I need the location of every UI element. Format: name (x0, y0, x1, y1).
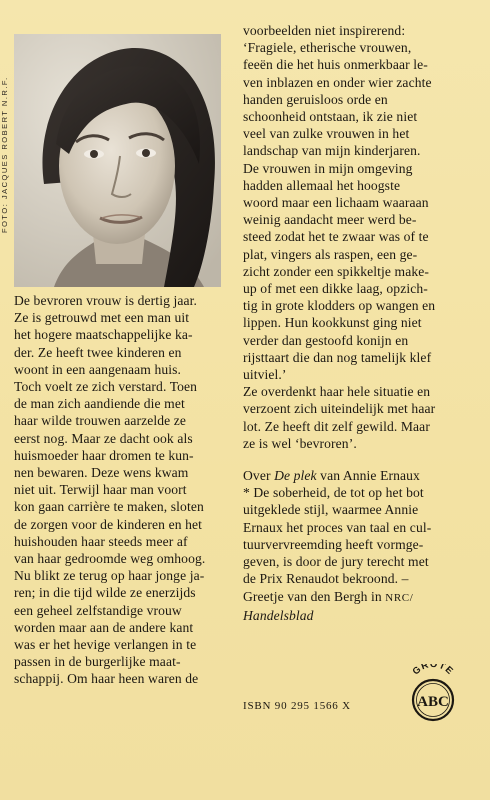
blurb-line: passen in de burgerlijke maat- (14, 654, 181, 670)
logo-center-text: ABC (417, 694, 449, 710)
blurb-line: huishouden haar steeds meer af (14, 533, 188, 549)
blurb-line: woont in een aangenaam huis. (14, 361, 182, 377)
blurb-line: de man zich aandiende die met (14, 396, 185, 412)
blurb-line: schappij. Om haar heen waren de (14, 671, 199, 687)
summary-line: Ze overdenkt haar hele situatie en (243, 384, 431, 400)
summary-line: lot. Ze heeft dit zelf gewild. Maar (243, 418, 430, 434)
blurb-line: ren; in die tijd wilde ze enerzijds (14, 585, 196, 601)
quote-line: uitviel.’ (243, 367, 287, 383)
blurb-line: nen bewaren. Deze wens kwam (14, 465, 189, 481)
summary-line: verzoent zich uiteindelijk met haar (243, 401, 436, 417)
attribution-paper: NRC/ (385, 591, 414, 604)
blurb-line: eerst nog. Maar ze dacht ook als (14, 430, 193, 446)
svg-text:GROTE (411, 664, 456, 677)
isbn-number: ISBN 90 295 1566 X (243, 700, 351, 712)
quote-line: hadden allemaal het hoogste (243, 177, 401, 193)
blurb-line: Nu blikt ze terug op haar jonge ja- (14, 568, 205, 584)
quote-line: up of met een dikke laag, opzich- (243, 281, 428, 297)
blurb-line: een geheel zelfstandige vrouw (14, 602, 182, 618)
attribution-prefix: Greetje van den Bergh in (243, 588, 386, 604)
review-line: de Prix Renaudot bekroond. – (243, 571, 409, 587)
quote-block (243, 22, 471, 383)
blurb-line: was er het hevige verlangen in te (14, 637, 197, 653)
blurb-line: de zorgen voor de kinderen en het (14, 516, 203, 532)
grote-abc-logo-icon (404, 664, 462, 724)
blurb-line: der. Ze heeft twee kinderen en (14, 344, 182, 360)
blurb-line: Toch voelt ze zich verstard. Toen (14, 379, 198, 395)
quote-line: De vrouwen in mijn omgeving (243, 160, 413, 176)
review-line: tuurvervreemding heeft vormge- (243, 536, 424, 552)
blurb-line: De bevroren vrouw is dertig jaar. (14, 293, 197, 308)
quote-line: veel van zulke vrouwen in het (243, 126, 410, 142)
blurb-right-column (243, 22, 471, 624)
quote-line: landschap van mijn kinderjaren. (243, 143, 421, 159)
attribution-paper-name: Handelsblad (243, 607, 314, 623)
quote-line: zicht zonder een spikkeltje make- (243, 263, 429, 279)
quote-line: handen geruisloos orde en (243, 91, 388, 107)
summary-block (243, 383, 471, 452)
quote-line: ven inblazen en onder wier zachte (243, 74, 432, 90)
blurb-line: het hogere maatschappelijke ka- (14, 327, 193, 343)
summary-line: ze is wel ‘bevroren’. (243, 435, 357, 451)
photo-credit: FOTO: JACQUES ROBERT N.R.F. (0, 76, 9, 234)
quote-line: rijsttaart die dan nog tamelijk klef (243, 349, 432, 365)
blurb-line: huismoeder haar dromen te kun- (14, 447, 194, 463)
review-block (243, 467, 471, 624)
quote-line: ‘Fragiele, etherische vrouwen, (243, 40, 412, 56)
blurb-left-column (14, 292, 232, 688)
quote-line: woord maar een lichaam waaraan (243, 195, 429, 211)
blurb-line: kon gaan carrière te maken, sloten (14, 499, 204, 515)
author-photo (14, 34, 221, 287)
quote-line: feeën die het huis onmerkbaar le- (243, 57, 428, 73)
review-line: * De soberheid, de tot op het bot (243, 485, 424, 501)
author-portrait-image (14, 34, 221, 287)
review-line: uitgeklede stijl, waarmee Annie (243, 502, 419, 518)
review-attribution (243, 588, 471, 607)
blurb-line: Ze is getrouwd met een man uit (14, 310, 190, 326)
quote-line: schoonheid ontstaan, ik zie niet (243, 109, 418, 125)
review-intro-suffix: van Annie Ernaux (316, 468, 420, 484)
quote-line: steed zodat het te zwaar was of te (243, 229, 429, 245)
blurb-line: van haar gedroomde weg omhoog. (14, 551, 206, 567)
logo-top-text: GROTE (410, 664, 456, 678)
blurb-line: niet uit. Terwijl haar man voort (14, 482, 187, 498)
quote-line: weinig aandacht meer werd be- (243, 212, 417, 228)
review-intro-prefix: Over (243, 468, 275, 484)
quote-line: tig in grote klodders op wangen en (243, 298, 436, 314)
publisher-logo (404, 664, 462, 724)
quote-line: verder dan gestoofd konijn en (243, 332, 409, 348)
review-intro (243, 467, 471, 484)
quote-line: plat, vingers als raspen, een ge- (243, 246, 418, 262)
attribution-paper-line (243, 607, 471, 624)
review-line: Ernaux het proces van taal en cul- (243, 519, 432, 535)
blurb-line: haar wilde trouwen aarzelde ze (14, 413, 187, 429)
blurb-line: worden maar aan de andere kant (14, 619, 194, 635)
quote-line: lippen. Hun kookkunst ging niet (243, 315, 422, 331)
review-line: geven, is door de jury terecht met (243, 554, 429, 570)
review-book-title: De plek (274, 468, 317, 484)
quote-line: voorbeelden niet inspirerend: (243, 23, 406, 38)
